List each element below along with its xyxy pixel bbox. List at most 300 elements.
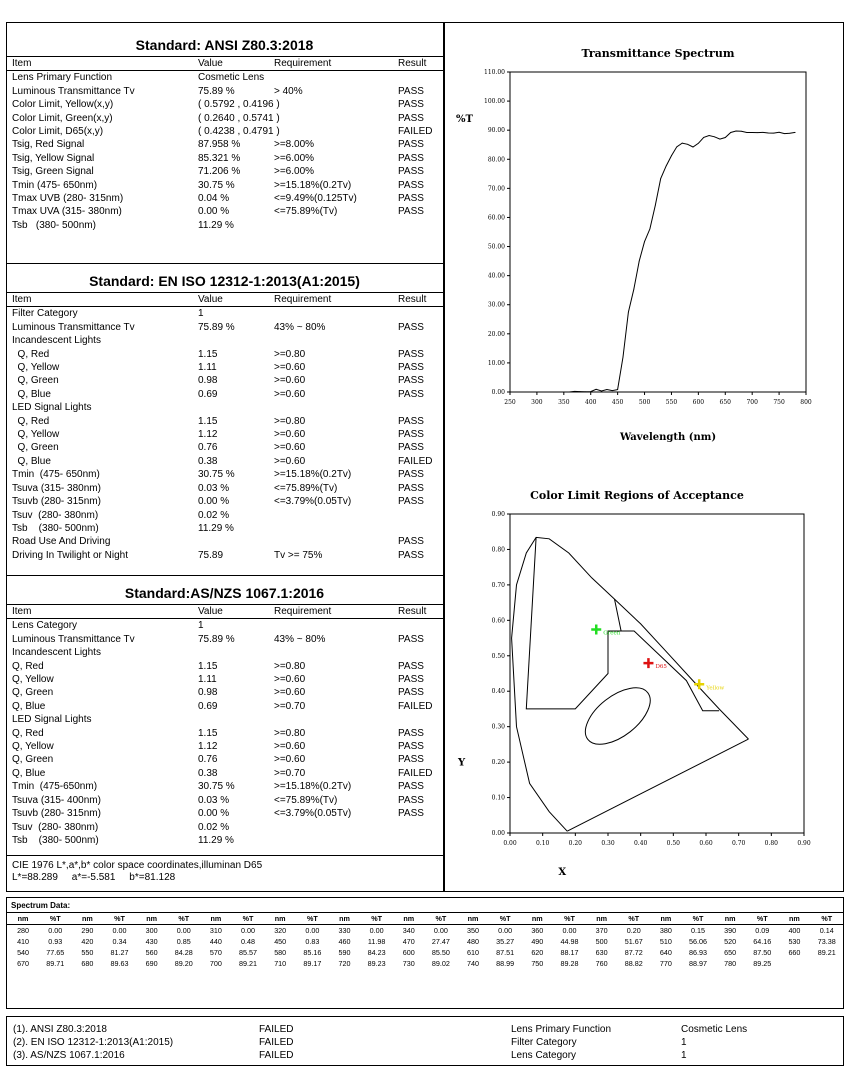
column-header: Item xyxy=(6,293,192,307)
table-cell: FAILED xyxy=(398,700,433,712)
y-tick-label: 0.70 xyxy=(491,581,505,589)
x-tick-label: 750 xyxy=(773,399,785,406)
spectrum-cell: 760 xyxy=(595,959,608,968)
data-point xyxy=(714,136,715,137)
table-cell xyxy=(392,619,443,633)
table-cell: ( 0.5792 , 0.4196 ) xyxy=(198,99,280,111)
spectrum-col-header: %T xyxy=(811,913,843,925)
table-row xyxy=(6,753,443,766)
spectrum-cell: 0.48 xyxy=(241,937,256,946)
green-acceptance-region xyxy=(526,537,621,709)
as-table xyxy=(6,604,443,847)
spectrum-col-header: %T xyxy=(168,913,200,925)
table-row xyxy=(6,794,443,807)
data-point xyxy=(633,289,634,290)
spectrum-cell: 51.67 xyxy=(624,937,643,946)
ansi-table xyxy=(6,56,443,232)
table-row xyxy=(6,388,443,401)
x-tick-label: 0.40 xyxy=(633,840,648,847)
table-cell: PASS xyxy=(398,687,424,699)
spectrum-cell: 87.72 xyxy=(624,948,643,957)
table-cell: PASS xyxy=(398,206,424,218)
spectrum-cell: 640 xyxy=(659,948,672,957)
spectrum-cell: 0.00 xyxy=(369,926,384,935)
summary-value: 1 xyxy=(681,1037,687,1048)
table-cell: >=15.18%(0.2Tv) xyxy=(274,781,352,793)
table-cell: 11.29 % xyxy=(198,219,234,231)
transmittance-chart xyxy=(444,22,850,442)
spectrum-cell: 56.06 xyxy=(689,937,708,946)
table-cell: >=0.80 xyxy=(274,727,306,739)
table-row xyxy=(6,660,443,673)
spectrum-cell: 530 xyxy=(788,937,801,946)
table-cell: Tsuv (280- 380nm) xyxy=(12,821,99,833)
x-tick-label: 500 xyxy=(638,399,651,406)
x-tick-label: 650 xyxy=(719,399,731,406)
data-point xyxy=(682,143,683,144)
table-cell: 1 xyxy=(198,308,204,320)
table-cell: <=3.79%(0.05Tv) xyxy=(274,496,352,508)
spectrum-cell: 580 xyxy=(274,948,287,957)
table-cell: 0.98 xyxy=(198,687,218,699)
data-point xyxy=(596,389,597,390)
table-cell: PASS xyxy=(398,469,424,481)
data-point xyxy=(795,132,796,133)
column-header: Result xyxy=(392,57,443,71)
table-cell: Filter Category xyxy=(12,308,78,320)
y-tick-label: 40.00 xyxy=(487,272,505,280)
table-cell xyxy=(392,646,443,659)
spectrum-cell: 87.50 xyxy=(753,948,772,957)
y-tick-label: 0.90 xyxy=(491,511,505,518)
spectrum-cell: 85.50 xyxy=(431,948,450,957)
table-cell: 87.958 % xyxy=(198,139,241,151)
x-tick-label: 0.60 xyxy=(699,840,713,847)
table-cell: PASS xyxy=(398,362,424,374)
spectrum-cell: 0.83 xyxy=(305,937,320,946)
table-cell: 30.75 % xyxy=(198,781,235,793)
x-tick-label: 450 xyxy=(611,399,624,406)
data-point xyxy=(773,133,774,134)
charts-column xyxy=(444,22,850,892)
table-row xyxy=(6,138,443,151)
spectrum-cell: 570 xyxy=(209,948,222,957)
table-cell: Tsig, Green Signal xyxy=(12,166,94,178)
cie-line-1: CIE 1976 L*,a*,b* color space coordinates,illuminan D65 xyxy=(12,860,263,871)
summary-label: Lens Primary Function xyxy=(511,1024,612,1035)
spectrum-cell: 64.16 xyxy=(753,937,772,946)
data-point xyxy=(623,357,624,358)
summary-standard: (1). ANSI Z80.3:2018 xyxy=(13,1024,107,1035)
table-cell: 0.00 % xyxy=(198,808,230,820)
x-tick-label: 0.00 xyxy=(503,840,517,847)
table-cell: >=0.80 xyxy=(274,348,306,360)
table-cell: PASS xyxy=(398,674,424,686)
spectrum-cell: 89.21 xyxy=(817,948,836,957)
table-cell: >=0.60 xyxy=(274,754,306,766)
table-cell: Tv >= 75% xyxy=(274,549,323,561)
table-cell: PASS xyxy=(398,660,424,672)
table-cell xyxy=(192,334,268,347)
spectrum-cell: 11.98 xyxy=(367,937,386,946)
table-cell: FAILED xyxy=(398,455,433,467)
data-point xyxy=(612,390,613,391)
table-cell: 75.89 % xyxy=(198,321,235,333)
table-cell: Luminous Transmittance Tv xyxy=(12,85,135,97)
table-cell xyxy=(268,619,392,633)
table-cell: ( 0.4238 , 0.4791 ) xyxy=(198,126,280,138)
column-header: Value xyxy=(192,293,268,307)
table-cell: Incandescent Lights xyxy=(12,647,101,659)
spectrum-cell: 81.27 xyxy=(110,948,129,957)
data-point xyxy=(531,392,532,393)
spectrum-cell: 560 xyxy=(145,948,158,957)
x-tick-label: 0.30 xyxy=(601,840,615,847)
table-cell: ( 0.2640 , 0.5741 ) xyxy=(198,112,280,124)
table-cell: 0.04 % xyxy=(198,193,230,205)
spectrum-row xyxy=(7,925,843,937)
summary-standard: (3). AS/NZS 1067.1:2016 xyxy=(13,1050,125,1061)
table-cell: 0.69 xyxy=(198,700,218,712)
data-point xyxy=(676,146,677,147)
spectrum-cell: 0.00 xyxy=(498,926,513,935)
spectrum-cell: 420 xyxy=(81,937,94,946)
table-cell: 1.15 xyxy=(198,415,218,427)
spectrum-cell: 370 xyxy=(595,926,608,935)
spectrum-col-header: nm xyxy=(521,913,553,925)
table-cell: FAILED xyxy=(398,126,433,138)
spectrum-col-header: %T xyxy=(553,913,585,925)
table-row xyxy=(6,535,443,548)
data-point xyxy=(542,392,543,393)
column-header: Requirement xyxy=(268,57,392,71)
table-cell: 0.03 % xyxy=(198,794,230,806)
table-cell: 11.29 % xyxy=(198,522,234,534)
table-cell: Tsuvb (280- 315nm) xyxy=(12,496,101,508)
spectrum-cell: 89.63 xyxy=(110,959,129,968)
table-cell: LED Signal Lights xyxy=(12,714,92,726)
spectrum-cell: 740 xyxy=(467,959,480,968)
table-cell xyxy=(392,401,443,414)
table-cell xyxy=(268,71,392,85)
table-cell: LED Signal Lights xyxy=(12,402,92,414)
spectrum-cell: 410 xyxy=(17,937,30,946)
spectrum-cell: 430 xyxy=(145,937,158,946)
spectrum-col-header: nm xyxy=(650,913,682,925)
table-cell: 0.38 xyxy=(198,455,218,467)
table-cell: Lens Primary Function xyxy=(12,72,113,84)
table-cell: Luminous Transmittance Tv xyxy=(12,321,135,333)
table-cell: <=75.89%(Tv) xyxy=(274,206,338,218)
table-cell: PASS xyxy=(398,794,424,806)
x-tick-label: 350 xyxy=(558,399,570,406)
column-header: Item xyxy=(6,605,192,619)
data-point xyxy=(569,392,570,393)
spectrum-cell xyxy=(811,958,843,969)
table-row xyxy=(6,673,443,686)
table-cell: >=0.60 xyxy=(274,362,306,374)
spectrum-cell: 440 xyxy=(209,937,222,946)
spectrum-cell: 89.20 xyxy=(174,959,193,968)
table-cell: 43% ~ 80% xyxy=(274,321,326,333)
table-cell: Tsb (380- 500nm) xyxy=(12,834,99,846)
table-cell: PASS xyxy=(398,321,424,333)
column-header: Requirement xyxy=(268,605,392,619)
table-row xyxy=(6,549,443,562)
table-cell: 71.206 % xyxy=(198,166,241,178)
table-cell xyxy=(268,713,392,726)
table-row xyxy=(6,495,443,508)
spectrum-cell: 630 xyxy=(595,948,608,957)
spectrum-cell: 350 xyxy=(467,926,480,935)
table-cell: >=0.60 xyxy=(274,455,306,467)
spectrum-col-header: nm xyxy=(328,913,360,925)
table-cell: >=0.80 xyxy=(274,415,306,427)
summary-result: FAILED xyxy=(259,1037,294,1048)
y-tick-label: 0.10 xyxy=(491,794,505,802)
spectrum-cell: 0.00 xyxy=(241,926,256,935)
marker-label: D65 xyxy=(655,664,667,671)
table-row xyxy=(6,348,443,361)
spectrum-col-header: %T xyxy=(296,913,328,925)
spectrum-cell: 0.20 xyxy=(626,926,641,935)
table-cell: PASS xyxy=(398,781,424,793)
data-point xyxy=(660,178,661,179)
data-point xyxy=(779,132,780,133)
table-cell: Tsuva (315- 380nm) xyxy=(12,482,101,494)
spectrum-col-header: %T xyxy=(103,913,135,925)
x-tick-label: 0.70 xyxy=(731,840,746,847)
spectrum-cell: 89.71 xyxy=(46,959,65,968)
table-cell xyxy=(192,646,268,659)
table-cell xyxy=(192,401,268,414)
table-cell: Q, Blue xyxy=(12,388,51,400)
plot-area xyxy=(510,72,806,392)
table-row xyxy=(6,686,443,699)
table-cell: Incandescent Lights xyxy=(12,335,101,347)
spectrum-cell: 89.25 xyxy=(753,959,772,968)
table-cell: 43% ~ 80% xyxy=(274,633,326,645)
spectrum-cell: 470 xyxy=(402,937,415,946)
data-point xyxy=(730,132,731,133)
as-title: Standard:AS/NZS 1067.1:2016 xyxy=(124,585,325,601)
spectrum-cell: 0.00 xyxy=(305,926,320,935)
table-cell xyxy=(392,834,443,847)
table-cell: Tsb (380- 500nm) xyxy=(12,522,99,534)
spectrum-cell: 89.21 xyxy=(239,959,258,968)
cie-coordinates xyxy=(6,856,443,884)
chart-title: Color Limit Regions of Acceptance xyxy=(530,489,744,502)
table-cell: PASS xyxy=(398,741,424,753)
y-tick-label: 0.50 xyxy=(491,652,505,660)
table-cell: >=0.80 xyxy=(274,660,306,672)
summary-value: Cosmetic Lens xyxy=(681,1024,748,1035)
data-point xyxy=(666,166,667,167)
table-cell: Q, Blue xyxy=(12,455,51,467)
summary-panel xyxy=(6,1016,844,1066)
table-cell: 0.38 xyxy=(198,767,218,779)
table-row xyxy=(6,112,443,125)
spectrum-cell: 510 xyxy=(659,937,672,946)
summary-row xyxy=(7,1036,843,1049)
spectrum-cell: 0.00 xyxy=(562,926,577,935)
table-cell xyxy=(392,307,443,321)
spectrum-cell: 0.00 xyxy=(112,926,127,935)
x-tick-label: 400 xyxy=(585,399,597,406)
spectrum-cell: 44.98 xyxy=(560,937,579,946)
table-cell xyxy=(268,821,392,834)
table-cell: Road Use And Driving xyxy=(12,536,111,548)
table-cell: 0.69 xyxy=(198,388,218,400)
spectrum-cell: 400 xyxy=(788,926,801,935)
table-cell: PASS xyxy=(398,429,424,441)
x-tick-label: 600 xyxy=(692,399,705,406)
table-cell: 1.11 xyxy=(198,674,217,686)
spectrum-cell: 0.14 xyxy=(819,926,834,935)
table-cell: 0.02 % xyxy=(198,821,230,833)
table-cell: Q, Red xyxy=(12,415,50,427)
table-row xyxy=(6,361,443,374)
spectrum-cell: 84.28 xyxy=(174,948,193,957)
spectrum-cell: 610 xyxy=(467,948,480,957)
x-tick-label: 250 xyxy=(504,399,516,406)
spectrum-cell: 690 xyxy=(145,959,158,968)
spectrum-cell: 730 xyxy=(402,959,415,968)
spectrum-cell: 480 xyxy=(467,937,480,946)
data-point xyxy=(719,139,720,140)
yellow-acceptance-region xyxy=(621,631,719,711)
table-cell: PASS xyxy=(398,348,424,360)
column-header: Result xyxy=(392,605,443,619)
spectrum-cell: 84.23 xyxy=(367,948,386,957)
table-cell: PASS xyxy=(398,536,424,548)
table-cell: 1.12 xyxy=(198,741,218,753)
spectrum-cell: 88.99 xyxy=(496,959,515,968)
spectrum-col-header: %T xyxy=(618,913,650,925)
table-cell: >=0.70 xyxy=(274,700,306,712)
table-row xyxy=(6,619,443,633)
data-point xyxy=(736,131,737,132)
data-point xyxy=(563,392,564,393)
spectrum-cell: 0.00 xyxy=(48,926,63,935)
table-row xyxy=(6,192,443,205)
spectrum-cell: 290 xyxy=(81,926,94,935)
cie-line-2: L*=88.289 a*=-5.581 b*=81.128 xyxy=(12,872,176,883)
data-point xyxy=(628,312,629,313)
table-row xyxy=(6,646,443,659)
table-row xyxy=(6,509,443,522)
summary-label: Lens Category xyxy=(511,1050,577,1061)
table-row xyxy=(6,85,443,98)
spectrum-col-header: %T xyxy=(682,913,714,925)
spectrum-cell: 27.47 xyxy=(431,937,450,946)
spectrum-cell: 86.93 xyxy=(689,948,708,957)
table-row xyxy=(6,219,443,232)
table-cell: >=0.60 xyxy=(274,741,306,753)
data-point xyxy=(590,391,591,392)
data-point xyxy=(687,144,688,145)
table-cell: Tsuva (315- 400nm) xyxy=(12,794,101,806)
spectrum-cell: 700 xyxy=(209,959,222,968)
x-tick-label: 300 xyxy=(531,399,543,406)
summary-result: FAILED xyxy=(259,1024,294,1035)
table-cell: Q, Red xyxy=(12,348,50,360)
table-cell: 0.02 % xyxy=(198,509,230,521)
spectrum-cell: 720 xyxy=(338,959,351,968)
table-cell: PASS xyxy=(398,754,424,766)
table-cell: PASS xyxy=(398,496,424,508)
table-cell xyxy=(268,509,392,522)
table-cell: Tsb (380- 500nm) xyxy=(12,219,96,231)
y-tick-label: 80.00 xyxy=(487,156,505,164)
table-cell xyxy=(392,821,443,834)
spectrum-title: Spectrum Data: xyxy=(11,901,71,910)
table-row xyxy=(6,482,443,495)
en-title: Standard: EN ISO 12312-1:2013(A1:2015) xyxy=(89,273,360,289)
table-header-row xyxy=(6,57,443,71)
table-cell: Driving In Twilight or Night xyxy=(12,549,128,561)
data-point xyxy=(703,137,704,138)
summary-standard: (2). EN ISO 12312-1:2013(A1:2015) xyxy=(13,1037,174,1048)
table-cell: <=75.89%(Tv) xyxy=(274,794,338,806)
spectrum-cell: 88.82 xyxy=(624,959,643,968)
table-row xyxy=(6,522,443,535)
table-row xyxy=(6,205,443,218)
spectrum-cell: 450 xyxy=(274,937,287,946)
spectrum-cell: 520 xyxy=(724,937,737,946)
table-cell: Tmax UVA (315- 380nm) xyxy=(12,206,122,218)
table-cell xyxy=(268,334,392,347)
table-cell xyxy=(268,307,392,321)
table-cell: Tsuvb (280- 315nm) xyxy=(12,808,101,820)
table-row xyxy=(6,468,443,481)
x-tick-label: 550 xyxy=(665,399,678,406)
y-tick-label: 0.80 xyxy=(491,546,505,554)
table-row xyxy=(6,807,443,820)
table-cell: 1.15 xyxy=(198,660,218,672)
table-row xyxy=(6,98,443,111)
table-cell: <=9.49%(0.125Tv) xyxy=(274,193,357,205)
x-tick-label: 0.90 xyxy=(797,840,811,847)
column-header: Result xyxy=(392,293,443,307)
spectrum-table xyxy=(7,912,843,969)
x-tick-label: 700 xyxy=(746,399,758,406)
spectrum-cell: 600 xyxy=(402,948,415,957)
spectrum-cell: 77.65 xyxy=(46,948,65,957)
data-point xyxy=(644,241,645,242)
spectrum-cell: 0.34 xyxy=(112,937,127,946)
y-tick-label: 30.00 xyxy=(487,301,505,309)
table-row xyxy=(6,441,443,454)
table-cell: Cosmetic Lens xyxy=(198,72,265,84)
table-row xyxy=(6,700,443,713)
table-cell: >=6.00% xyxy=(274,166,315,178)
table-cell: >=0.70 xyxy=(274,767,306,779)
table-cell: Tmax UVB (280- 315nm) xyxy=(12,193,124,205)
spectrum-col-header: nm xyxy=(136,913,168,925)
spectrum-cell: 590 xyxy=(338,948,351,957)
table-cell: PASS xyxy=(398,388,424,400)
data-point xyxy=(526,392,527,393)
table-cell xyxy=(268,834,392,847)
data-point xyxy=(585,391,586,392)
data-point xyxy=(553,392,554,393)
spectrum-row xyxy=(7,947,843,958)
data-point xyxy=(574,391,575,392)
table-cell: PASS xyxy=(398,482,424,494)
table-cell: Tmin (475-650nm) xyxy=(12,781,98,793)
table-row xyxy=(6,374,443,387)
